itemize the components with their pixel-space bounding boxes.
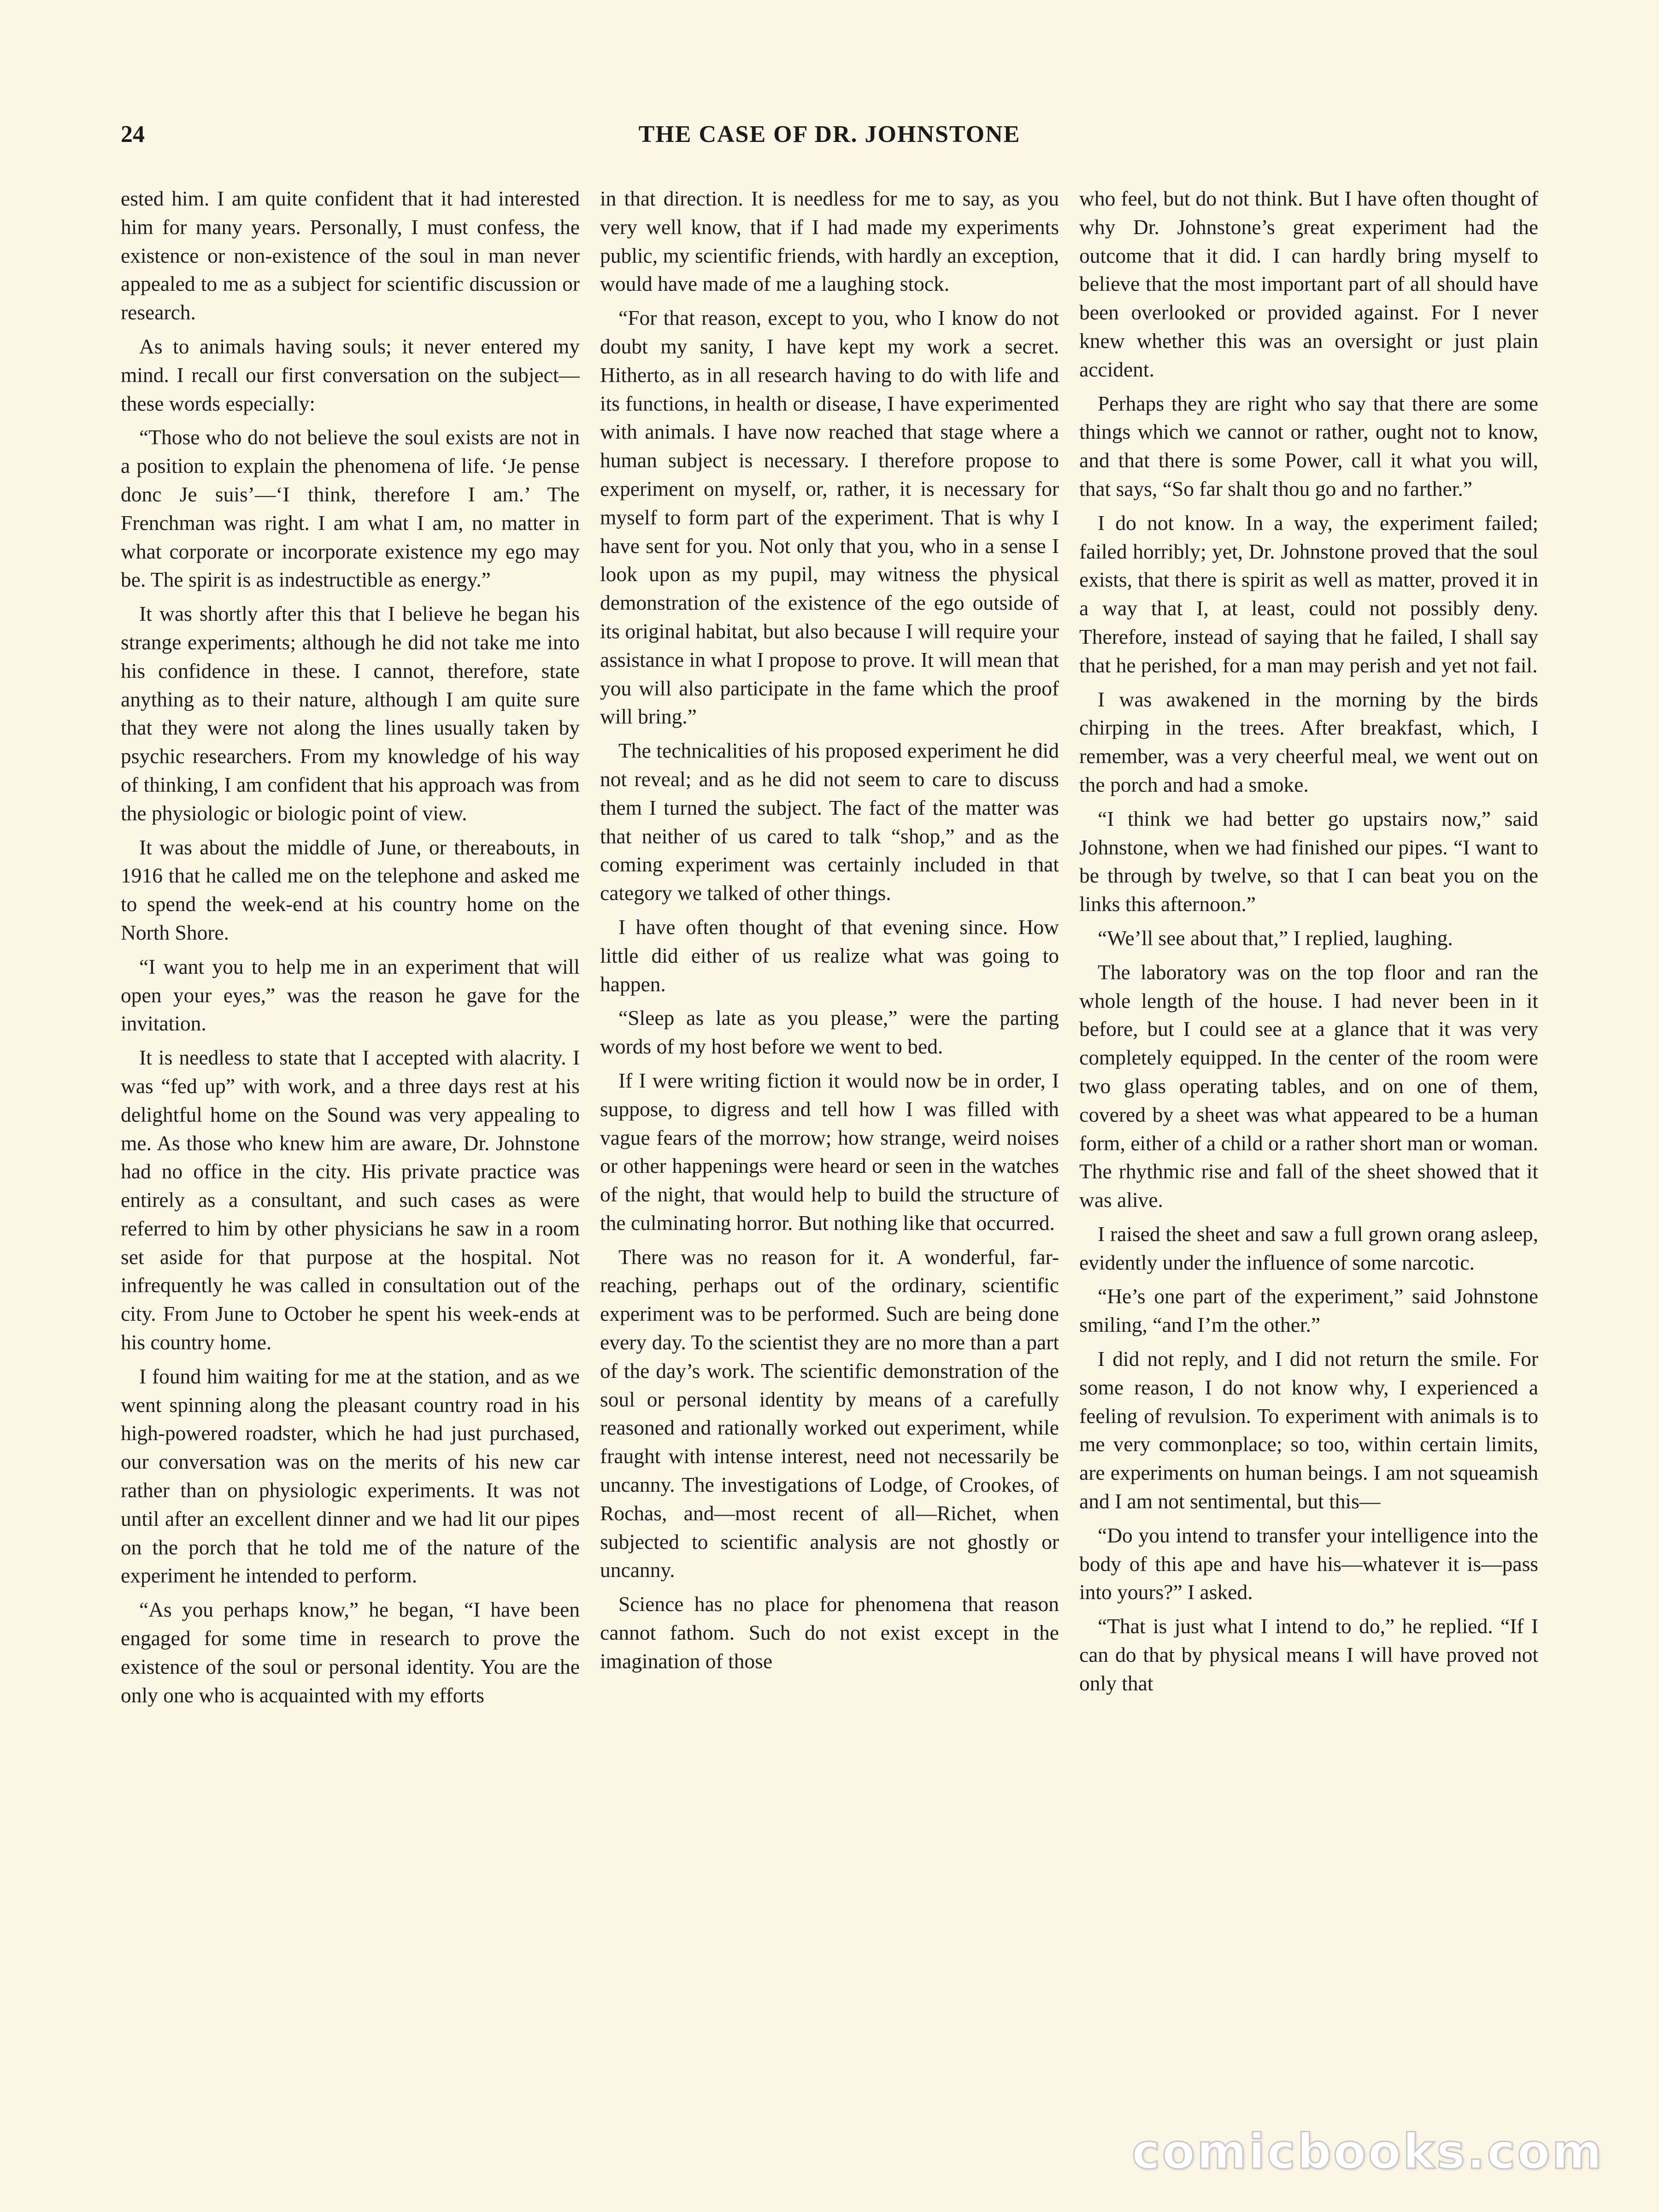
paragraph: The technicalities of his proposed experiment he did not reveal; and as he did not seem to care to discuss them I turned the subject. The fact of the matter was that neither of us cared to talk “shop,” and as the coming experiment was certainly included in that category we talked of other things.	[600, 739, 1059, 905]
paragraph: Science has no place for phenomena that reason cannot fathom. Such do not exist except in the imagination of those	[600, 1592, 1059, 1673]
text-columns	[121, 184, 1538, 2055]
paragraph: I did not reply, and I did not return the smile. For some reason, I do not know why, I experienced a feeling of revulsion. To experiment with animals is to me very commonplace; so too, within certain limits, are experiments on human beings. I am not squeamish and I am not sentimental, but this—	[1079, 1347, 1538, 1513]
paragraph: “As you perhaps know,” he began, “I have been engaged for some time in research to prove the existence of the soul or personal identity. You are the only one who is acquainted with my efforts	[121, 1598, 580, 1707]
column-middle	[600, 184, 1059, 2055]
paragraph: There was no reason for it. A wonderful, far-reaching, perhaps out of the ordinary, scientific experiment was to be performed. Such are being done every day. To the scientist they are no more than a part of the day’s work. The scientific demonstration of the soul or personal identity by means of a carefully reasoned and rationally worked out experiment, while fraught with intense interest, need not necessarily be uncanny. The investigations of Lodge, of Crookes, of Rochas, and—most recent of all—Richet, when subjected to scientific analysis are not ghostly or uncanny.	[600, 1245, 1059, 1582]
paragraph: ested him. I am quite confident that it had interested him for many years. Personally, I must confess, the existence or non-existence of the soul in man never appealed to me as a subject for scientific discussion or research.	[121, 187, 580, 324]
paragraph: If I were writing fiction it would now be in order, I suppose, to digress and tell how I was filled with vague fears of the morrow; how strange, weird noises or other happenings were heard or seen in the watches of the night, that would help to build the structure of the culminating horror. But nothing like that occurred.	[600, 1068, 1059, 1235]
paragraph: “Do you intend to transfer your intelligence into the body of this ape and have his—whatever it is—pass into yours?” I asked.	[1079, 1523, 1538, 1604]
paragraph: I found him waiting for me at the station, and as we went spinning along the pleasant country road in his high-powered roadster, which he had just purchased, our conversation was on the merits of his new car rather than on physiologic experiments. It was not until after an excellent dinner and we had lit our pipes on the porch that he told me of the nature of the experiment he intended to perform.	[121, 1364, 580, 1588]
paragraph: in that direction. It is needless for me to say, as you very well know, that if I had made my experiments public, my scientific friends, with hardly an exception, would have made of me a laughing stock.	[600, 187, 1059, 296]
paragraph: It was shortly after this that I believe he began his strange experiments; although he did not take me into his confidence in these. I cannot, therefore, state anything as to their nature, although I am quite sure that they were not along the lines usually taken by psychic researchers. From my knowledge of his way of thinking, I am confident that his approach was from the physiologic or biologic point of view.	[121, 602, 580, 825]
paragraph: “For that reason, except to you, who I know do not doubt my sanity, I have kept my work a secret. Hitherto, as in all research having to do with life and its functions, in health or disease, I have experimented with animals. I have now reached that stage where a human subject is necessary. I therefore propose to experiment on myself, or, rather, it is necessary for myself to form part of the experiment. That is why I have sent for you. Not only that you, who in a sense I look upon as my pupil, may witness the physical demonstration of the existence of the ego outside of its original habitat, but also because I will require your assistance in what I propose to prove. It will mean that you will also participate in the fame which the proof will bring.”	[600, 306, 1059, 729]
paragraph: “I want you to help me in an experiment that will open your eyes,” was the reason he gave for the invitation.	[121, 954, 580, 1035]
paragraph: As to animals having souls; it never entered my mind. I recall our first conversation on the subject—these words especially:	[121, 334, 580, 415]
running-title: THE CASE OF DR. JOHNSTONE	[638, 121, 1021, 147]
column-left	[121, 184, 580, 2055]
paragraph: “I think we had better go upstairs now,” said Johnstone, when we had finished our pipes. “I want to be through by twelve, so that I can beat you on the links this afternoon.”	[1079, 806, 1538, 916]
paragraph: I was awakened in the morning by the birds chirping in the trees. After breakfast, which, I remember, was a very cheerful meal, we went out on the porch and had a smoke.	[1079, 687, 1538, 796]
paragraph: It was about the middle of June, or thereabouts, in 1916 that he called me on the telephone and asked me to spend the week-end at his country home on the North Shore.	[121, 835, 580, 944]
paragraph: I have often thought of that evening since. How little did either of us realize what was going to happen.	[600, 915, 1059, 996]
paragraph: “Those who do not believe the soul exists are not in a position to explain the phenomena of life. ‘Je pense donc Je suis’—‘I think, therefore I am.’ The Frenchman was right. I am what I am, no matter in what corporate or incorporate existence my ego may be. The spirit is as indestructible as energy.”	[121, 425, 580, 592]
paragraph: “He’s one part of the experiment,” said Johnstone smiling, “and I’m the other.”	[1079, 1284, 1538, 1337]
paragraph: The laboratory was on the top floor and ran the whole length of the house. I had never been in it before, but I could see at a glance that it was very completely equipped. In the center of the room were two glass operating tables, and on one of them, covered by a sheet was what appeared to be a human form, either of a child or a rather short man or woman. The rhythmic rise and fall of the sheet showed that it was alive.	[1079, 960, 1538, 1212]
paragraph: “We’ll see about that,” I replied, laughing.	[1098, 926, 1453, 950]
site-watermark: comicbooks.com	[1131, 2124, 1604, 2180]
paragraph: “Sleep as late as you please,” were the parting words of my host before we went to bed.	[600, 1006, 1059, 1059]
paragraph: who feel, but do not think. But I have often thought of why Dr. Johnstone’s great experiment had the outcome that it did. I can hardly bring myself to believe that the most important part of all should have been overlooked or provided against. For I never knew whether this was an oversight or just plain accident.	[1079, 187, 1538, 381]
paragraph: I raised the sheet and saw a full grown orang asleep, evidently under the influence of some narcotic.	[1079, 1222, 1538, 1274]
paragraph: Perhaps they are right who say that there are some things which we cannot or rather, ought not to know, and that there is some Power, call it what you will, that says, “So far shalt thou go and no farther.”	[1079, 391, 1538, 500]
column-right	[1079, 184, 1538, 2055]
paragraph: It is needless to state that I accepted with alacrity. I was “fed up” with work, and a three days rest at his delightful home on the Sound was very appealing to me. As those who knew him are aware, Dr. Johnstone had no office in the city. His private practice was entirely as a consultant, and such cases as were referred to him by other physicians he saw in a room set aside for that purpose at the hospital. Not infrequently he was called in consultation out of the city. From June to October he spent his week-ends at his country home.	[121, 1046, 580, 1354]
paragraph: “That is just what I intend to do,” he replied. “If I can do that by physical means I will have proved not only that	[1079, 1614, 1538, 1695]
paragraph: I do not know. In a way, the experiment failed; failed horribly; yet, Dr. Johnstone proved that the soul exists, that there is spirit as well as matter, proved it in a way that I, at least, could not possibly deny. Therefore, instead of saying that he failed, I shall say that he perished, for a man may perish and yet not fail.	[1079, 511, 1538, 677]
page-number: 24	[121, 121, 145, 147]
